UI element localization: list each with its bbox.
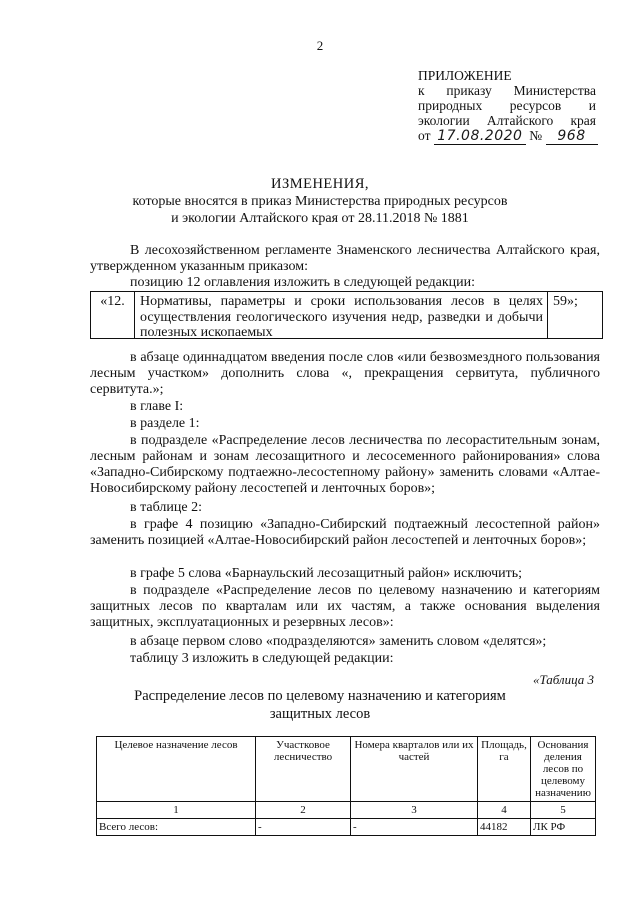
appendix-line-2: природных ресурсов и xyxy=(418,98,596,113)
paragraph-table-2: в таблице 2: xyxy=(130,500,202,515)
document-title: ИЗМЕНЕНИЯ, xyxy=(270,176,370,192)
document-subtitle-1: которые вносятся в приказ Министерства природных ресурсов xyxy=(132,194,508,209)
table-caption: «Таблица 3 xyxy=(532,672,594,687)
from-label: от xyxy=(418,128,431,143)
appendix-date-line xyxy=(418,128,596,145)
paragraph-subsection-distribution: в подразделе «Распределение лесов лесничества по лесорастительным зонам, лесным районам и зонам лесозащитного и лесосеменного районирования» слова «Западно-Сибирскому подтаежно-лесостепному району» заменить словами «Алтае-Новосибирскому району лесостепей и ленточных боров»; xyxy=(90,433,600,496)
cell-basis: ЛК РФ xyxy=(531,819,596,836)
cell-district: - xyxy=(256,819,351,836)
paragraph-column-5: в графе 5 слова «Барнаульский лесозащитный район» исключить; xyxy=(130,566,523,581)
appendix-line-1: к приказу Министерства xyxy=(418,83,596,98)
appendix-block xyxy=(418,68,596,145)
number-label: № xyxy=(529,128,543,143)
table-header-row xyxy=(97,737,596,802)
cell-total-label: Всего лесов: xyxy=(97,819,256,836)
toc-item-12-box xyxy=(90,291,603,339)
order-date: 17.08.2020 xyxy=(434,129,526,145)
appendix-title: ПРИЛОЖЕНИЕ xyxy=(418,68,512,83)
table-row xyxy=(97,819,596,836)
paragraph-subsection-purpose: в подразделе «Распределение лесов по целевому назначению и категориям защитных лесов по кварталам или их частям, а также основания выделения защитных, эксплуатационных и резервных лесов»: xyxy=(90,583,600,630)
cell-area: 44182 xyxy=(478,819,531,836)
paragraph-column-4: в графе 4 позицию «Западно-Сибирский подтаежный лесостепной район» заменить позицией «Алтае-Новосибирский район лесостепей и ленточных боров»; xyxy=(90,517,600,548)
header-quarters: Номера кварталов или их частей xyxy=(351,737,478,802)
toc-item-page: 59»; xyxy=(553,294,578,309)
paragraph-introduction-edit: в абзаце одиннадцатом введения после слов «или безвозмездного пользования лесным участком» дополнить слова «, прекращения сервитута, публичного сервитута.»; xyxy=(90,350,600,397)
col-number-2: 2 xyxy=(256,802,351,819)
table-title-2: защитных лесов xyxy=(269,706,371,722)
document-subtitle-2: и экологии Алтайского края от 28.11.2018 № 1881 xyxy=(171,211,469,226)
order-number: 968 xyxy=(546,129,598,145)
table-title-1: Распределение лесов по целевому назначению и категориям xyxy=(134,688,506,704)
col-number-3: 3 xyxy=(351,802,478,819)
table-number-row xyxy=(97,802,596,819)
toc-item-text: Нормативы, параметры и сроки использования лесов в целях осуществления геологического изучения недр, разведки и добычи полезных ископаемых xyxy=(136,292,548,338)
header-basis: Основания деления лесов по целевому назначению xyxy=(531,737,596,802)
header-area: Площадь, га xyxy=(478,737,531,802)
paragraph-chapter-1: в главе I: xyxy=(130,399,184,414)
paragraph-section-1: в разделе 1: xyxy=(130,416,200,431)
col-number-5: 5 xyxy=(531,802,596,819)
appendix-line-3: экологии Алтайского края xyxy=(418,113,596,128)
intro-paragraph: В лесохозяйственном регламенте Знаменского лесничества Алтайского края, утвержденном указанным приказом: xyxy=(90,243,600,274)
col-number-4: 4 xyxy=(478,802,531,819)
col-number-1: 1 xyxy=(97,802,256,819)
header-purpose: Целевое назначение лесов xyxy=(97,737,256,802)
toc-item-number: «12. xyxy=(91,292,135,338)
page-number: 2 xyxy=(316,38,324,53)
header-district: Участковое лесничество xyxy=(256,737,351,802)
item-12-intro: позицию 12 оглавления изложить в следующей редакции: xyxy=(130,275,476,290)
cell-quarters: - xyxy=(351,819,478,836)
paragraph-first-abzac: в абзаце первом слово «подразделяются» заменить словом «делятся»; xyxy=(130,634,547,649)
table-3 xyxy=(96,736,596,836)
paragraph-table-3-intro: таблицу 3 изложить в следующей редакции: xyxy=(130,651,394,666)
